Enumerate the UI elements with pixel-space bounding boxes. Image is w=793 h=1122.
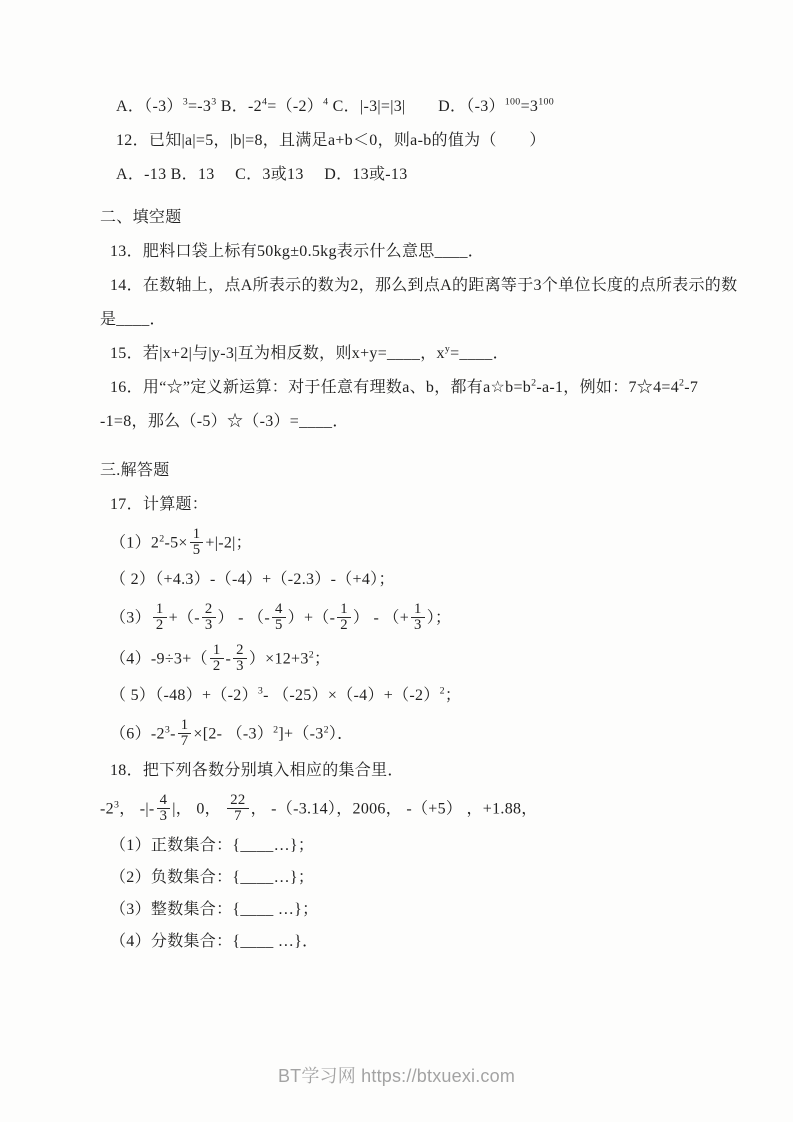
fraction: $\frac{4}{5}$ bbox=[272, 602, 286, 634]
question-14-line1: 14．在数轴上，点A所表示的数为2，那么到点A的距离等于3个单位长度的点所表示的数 bbox=[110, 277, 738, 294]
fraction: $\frac{1}{2}$ bbox=[337, 602, 351, 634]
question-17: 17．计算题： bbox=[110, 496, 209, 513]
question-14-line2: 是____． bbox=[100, 311, 166, 328]
fraction: $\frac{1}{5}$ bbox=[190, 527, 204, 559]
site-watermark: BT学习网 https://btxuexi.com bbox=[277, 1066, 516, 1086]
calc-item-5: （ $5)(-48)+(-2)^3-$ $(-25)\times(-4)+(-2)^2$； bbox=[110, 685, 462, 704]
set-item-fraction: （4）分数集合：{____ …}． bbox=[110, 932, 319, 950]
question-16-line1: 16．用“☆”定义新运算：对于任意有理数a、b，都有$a☆b=b^2-a-1$，例如：$7☆4=4^2-7$ bbox=[110, 377, 699, 396]
set-item-positive: （1）正数集合：{____…}； bbox=[110, 836, 315, 854]
calc-item-2: （ 2）（+4.3）-（-4）+（-2.3）-（+4）； bbox=[110, 570, 395, 588]
calc-item-4: （4）-9÷3+（ $\frac{1}{2}$ - $\frac{2}{3}$ ）$\times 12+3^2$； bbox=[110, 641, 331, 675]
calc-item-3: （3） $\frac{1}{2}$ +（- $\frac{2}{3}$ ） - （- $\frac{4}{5}$ ）+（- $\frac{1}{2}$ ） - （+ $\frac{1}{3}$ ）； bbox=[110, 600, 452, 634]
fraction: $\frac{2}{3}$ bbox=[233, 643, 247, 675]
choices-line-q12: A．-13 B．13 C．3或13 D．13或-13 bbox=[116, 166, 408, 183]
fraction: $\frac{2}{3}$ bbox=[202, 602, 216, 634]
calc-item-1: $(1)2^2-5\times$ $\frac{1}{5}$ +|-2|； bbox=[110, 526, 252, 559]
fraction: $\frac{22}{7}$ bbox=[227, 793, 248, 825]
question-16-line2: -1=8，那么（-5）☆（-3）=____． bbox=[100, 413, 349, 430]
section-heading-solve: 三.解答题 bbox=[100, 462, 170, 479]
calc-item-6: $(6)-2^3-$ $\frac{1}{7}$ ×[2- $(-3)^2]+(-3^2)$． bbox=[110, 716, 354, 750]
fraction: $\frac{1}{2}$ bbox=[153, 602, 167, 634]
fraction: $\frac{1}{7}$ bbox=[178, 718, 192, 750]
question-18-number-list: $-2^3$， -|- $\frac{4}{3}$ |， 0， $\frac{22}{7}$ ， -（-3.14），2006， -（+5） ，+1.88， bbox=[100, 791, 538, 825]
question-15: 15．若|x+2|与|y-3|互为相反数，则x+y=____，$x^y=\_\_\_\_$． bbox=[110, 343, 509, 362]
question-12: 12．已知|a|=5，|b|=8，且满足a+b＜0，则a-b的值为（ ） bbox=[116, 132, 546, 149]
question-18: 18．把下列各数分别填入相应的集合里． bbox=[110, 761, 404, 779]
set-item-integer: （3）整数集合：{____ …}； bbox=[110, 900, 319, 918]
fraction: $\frac{4}{3}$ bbox=[157, 793, 171, 825]
fraction: $\frac{1}{3}$ bbox=[411, 602, 425, 634]
fraction: $\frac{1}{2}$ bbox=[210, 643, 224, 675]
section-heading-fill-blank: 二、填空题 bbox=[100, 209, 182, 226]
choices-line-q11: A．$(-3)^3=-3^3$ B．$-2^4=(-2)^4$ C．|-3|=|3| D．$(-3)^{100}=3^{100}$ bbox=[116, 96, 554, 115]
question-13: 13．肥料口袋上标有50kg±0.5kg表示什么意思____． bbox=[110, 243, 485, 260]
set-item-negative: （2）负数集合：{____…}； bbox=[110, 868, 315, 886]
